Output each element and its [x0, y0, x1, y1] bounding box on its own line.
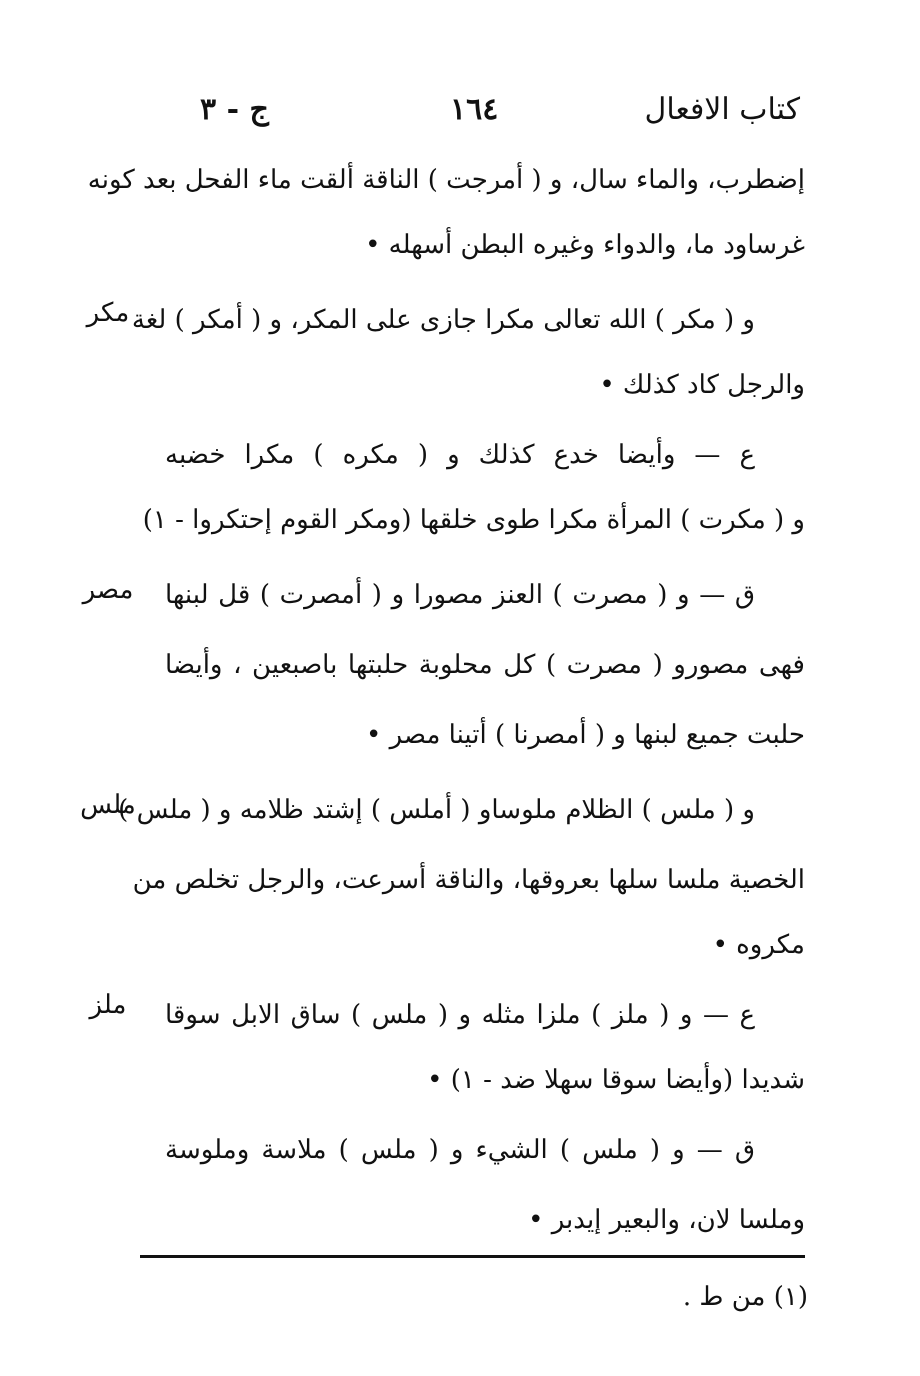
text-line: ق — و ( مصرت ) العنز مصورا و ( أمصرت ) قل لبنها: [165, 580, 755, 610]
text-line: ع — وأيضا خدع كذلك و ( مكره ) مكرا خضبه: [165, 440, 755, 470]
page-header: [180, 92, 800, 142]
text-line: حلبت جميع لبنها و ( أمصرنا ) أتينا مصر •: [365, 720, 805, 750]
footnote: (١) من ط .: [682, 1282, 808, 1312]
text-line: وملسا لان، والبعير إيدبر •: [528, 1205, 805, 1235]
text-line: الخصية ملسا سلها بعروقها، والناقة أسرعت، والرجل تخلص من: [132, 865, 805, 895]
footnote-divider: [140, 1255, 805, 1258]
margin-word-mals: ملس: [80, 790, 136, 820]
text-line: مكروه •: [712, 930, 805, 960]
text-line: غرساود ما، والدواء وغيره البطن أسهله •: [365, 230, 805, 260]
text-line: و ( مكرت ) المرأة مكرا طوى خلقها (ومكر القوم إحتكروا - ١): [142, 505, 805, 535]
text-line: و ( ملس ) الظلام ملوساو ( أملس ) إشتد ظلامه و ( ملس ): [118, 795, 755, 825]
text-line: والرجل كاد كذلك •: [599, 370, 805, 400]
text-line: و ( مكر ) الله تعالى مكرا جازى على المكر، و ( أمكر ) لغة: [131, 305, 755, 335]
book-title: كتاب الافعال: [644, 92, 800, 127]
margin-word-masr: مصر: [82, 575, 134, 605]
text-line: ع — و ( ملز ) ملزا مثله و ( ملس ) ساق الابل سوقا: [165, 1000, 755, 1030]
text-line: ق — و ( ملس ) الشيء و ( ملس ) ملاسة وملوسة: [165, 1135, 755, 1165]
margin-word-malz: ملز: [89, 990, 127, 1020]
text-line: إضطرب، والماء سال، و ( أمرجت ) الناقة ألقت ماء الفحل بعد كونه: [87, 165, 805, 195]
page-number: ١٦٤: [450, 92, 499, 127]
text-line: شديدا (وأيضا سوقا سهلا ضد - ١) •: [427, 1065, 805, 1095]
text-line: فهى مصورو ( مصرت ) كل محلوبة حلبتها باصبعين ، وأيضا: [165, 650, 805, 680]
part-label: ج - ٣: [200, 92, 269, 127]
margin-word-makr: مكر: [86, 298, 130, 328]
